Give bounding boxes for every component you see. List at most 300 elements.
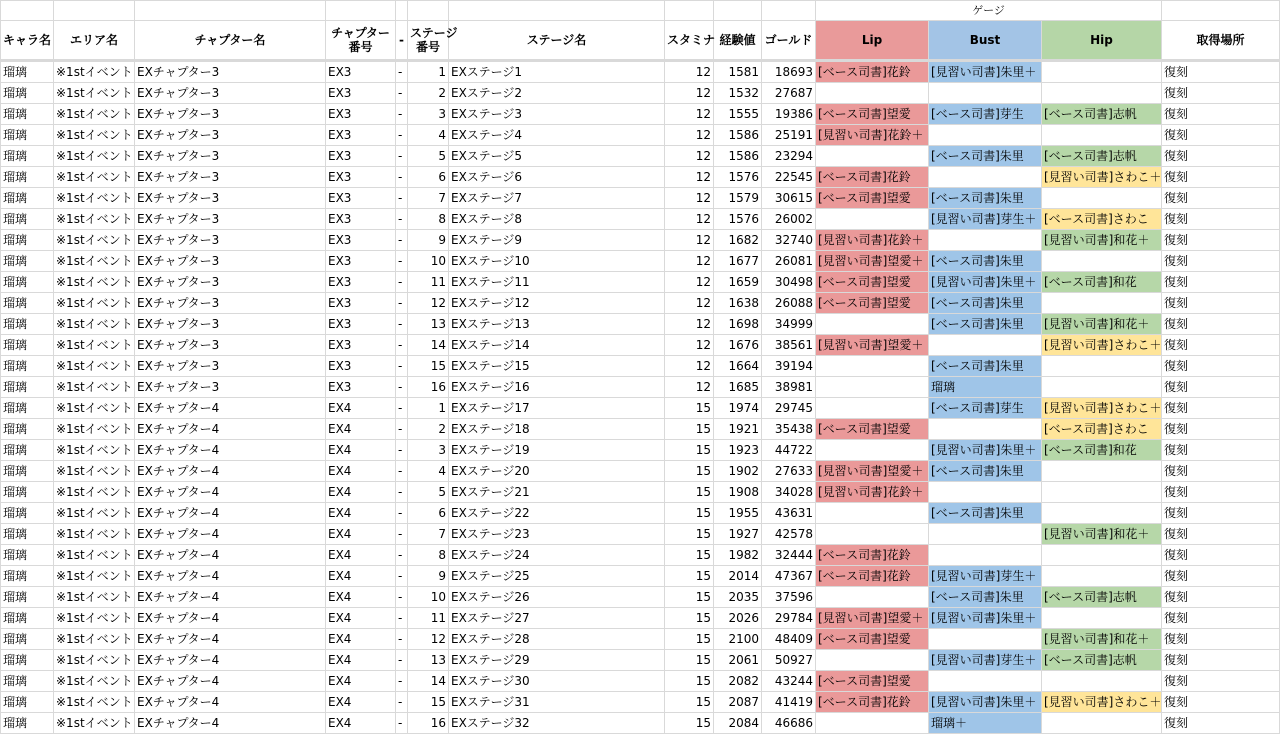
lip-cell[interactable]: [ベース司書]花鈴	[816, 545, 929, 566]
exp-cell[interactable]: 1682	[714, 230, 762, 251]
dash-cell[interactable]: -	[396, 314, 408, 335]
area-name-cell[interactable]: ※1stイベント	[54, 146, 135, 167]
gold-cell[interactable]: 44722	[762, 440, 816, 461]
lip-cell[interactable]: [ベース司書]望愛	[816, 188, 929, 209]
exp-cell[interactable]: 1677	[714, 251, 762, 272]
stamina-cell[interactable]: 15	[665, 671, 714, 692]
exp-cell[interactable]: 1555	[714, 104, 762, 125]
chapter-name-cell[interactable]: EXチャプター3	[135, 251, 326, 272]
source-cell[interactable]: 復刻	[1162, 251, 1280, 272]
hip-cell[interactable]	[1042, 356, 1162, 377]
bust-cell[interactable]: [見習い司書]朱里＋	[929, 272, 1042, 293]
bust-cell[interactable]: [ベース司書]朱里	[929, 146, 1042, 167]
lip-cell[interactable]: [ベース司書]花鈴	[816, 167, 929, 188]
bust-cell[interactable]: [ベース司書]朱里	[929, 293, 1042, 314]
stamina-cell[interactable]: 15	[665, 461, 714, 482]
exp-cell[interactable]: 1676	[714, 335, 762, 356]
exp-cell[interactable]: 1902	[714, 461, 762, 482]
chapter-name-cell[interactable]: EXチャプター3	[135, 356, 326, 377]
chapter-number-cell[interactable]: EX4	[326, 398, 396, 419]
stage-name-cell[interactable]: EXステージ15	[449, 356, 665, 377]
chapter-number-cell[interactable]: EX3	[326, 125, 396, 146]
stage-name-cell[interactable]: EXステージ8	[449, 209, 665, 230]
stage-name-cell[interactable]: EXステージ13	[449, 314, 665, 335]
stamina-cell[interactable]: 12	[665, 104, 714, 125]
source-cell[interactable]: 復刻	[1162, 272, 1280, 293]
stamina-cell[interactable]: 15	[665, 629, 714, 650]
gold-cell[interactable]: 41419	[762, 692, 816, 713]
chapter-name-cell[interactable]: EXチャプター3	[135, 83, 326, 104]
lip-cell[interactable]: [ベース司書]望愛	[816, 419, 929, 440]
dash-cell[interactable]: -	[396, 587, 408, 608]
chapter-number-cell[interactable]: EX3	[326, 314, 396, 335]
stamina-cell[interactable]: 12	[665, 314, 714, 335]
dash-cell[interactable]: -	[396, 167, 408, 188]
bust-cell[interactable]: [ベース司書]朱里	[929, 251, 1042, 272]
area-name-cell[interactable]: ※1stイベント	[54, 83, 135, 104]
chara-name-cell[interactable]: 瑠璃	[1, 61, 54, 83]
exp-cell[interactable]: 2087	[714, 692, 762, 713]
hip-cell[interactable]: [ベース司書]志帆	[1042, 650, 1162, 671]
stamina-cell[interactable]: 15	[665, 440, 714, 461]
gold-cell[interactable]: 25191	[762, 125, 816, 146]
dash-cell[interactable]: -	[396, 524, 408, 545]
bust-cell[interactable]: [見習い司書]朱里＋	[929, 608, 1042, 629]
chapter-number-cell[interactable]: EX3	[326, 251, 396, 272]
stamina-cell[interactable]: 12	[665, 335, 714, 356]
cell[interactable]	[135, 1, 326, 21]
exp-cell[interactable]: 1923	[714, 440, 762, 461]
chapter-number-cell[interactable]: EX4	[326, 482, 396, 503]
chara-name-cell[interactable]: 瑠璃	[1, 272, 54, 293]
hip-cell[interactable]: [ベース司書]志帆	[1042, 587, 1162, 608]
gauge-header[interactable]: ゲージ	[816, 1, 1162, 21]
header-chapter-number[interactable]: チャプター 番号	[326, 21, 396, 61]
gold-cell[interactable]: 29745	[762, 398, 816, 419]
stage-number-cell[interactable]: 4	[408, 125, 449, 146]
chapter-name-cell[interactable]: EXチャプター4	[135, 629, 326, 650]
stage-name-cell[interactable]: EXステージ2	[449, 83, 665, 104]
stamina-cell[interactable]: 15	[665, 503, 714, 524]
stamina-cell[interactable]: 12	[665, 293, 714, 314]
stage-number-cell[interactable]: 7	[408, 188, 449, 209]
stage-name-cell[interactable]: EXステージ14	[449, 335, 665, 356]
dash-cell[interactable]: -	[396, 671, 408, 692]
hip-cell[interactable]	[1042, 566, 1162, 587]
dash-cell[interactable]: -	[396, 293, 408, 314]
area-name-cell[interactable]: ※1stイベント	[54, 692, 135, 713]
dash-cell[interactable]: -	[396, 125, 408, 146]
gold-cell[interactable]: 30615	[762, 188, 816, 209]
bust-cell[interactable]	[929, 335, 1042, 356]
area-name-cell[interactable]: ※1stイベント	[54, 61, 135, 83]
stage-name-cell[interactable]: EXステージ7	[449, 188, 665, 209]
gold-cell[interactable]: 43244	[762, 671, 816, 692]
lip-cell[interactable]: [見習い司書]望愛＋	[816, 335, 929, 356]
dash-cell[interactable]: -	[396, 650, 408, 671]
exp-cell[interactable]: 2082	[714, 671, 762, 692]
hip-cell[interactable]	[1042, 461, 1162, 482]
source-cell[interactable]: 復刻	[1162, 230, 1280, 251]
chapter-name-cell[interactable]: EXチャプター3	[135, 293, 326, 314]
bust-cell[interactable]: [ベース司書]朱里	[929, 188, 1042, 209]
dash-cell[interactable]: -	[396, 335, 408, 356]
chara-name-cell[interactable]: 瑠璃	[1, 146, 54, 167]
source-cell[interactable]: 復刻	[1162, 188, 1280, 209]
source-cell[interactable]: 復刻	[1162, 293, 1280, 314]
chapter-number-cell[interactable]: EX3	[326, 335, 396, 356]
exp-cell[interactable]: 1532	[714, 83, 762, 104]
header-hip[interactable]: Hip	[1042, 21, 1162, 61]
bust-cell[interactable]: [ベース司書]朱里	[929, 356, 1042, 377]
area-name-cell[interactable]: ※1stイベント	[54, 587, 135, 608]
stage-number-cell[interactable]: 8	[408, 545, 449, 566]
lip-cell[interactable]	[816, 440, 929, 461]
stage-number-cell[interactable]: 4	[408, 461, 449, 482]
hip-cell[interactable]: [見習い司書]さわこ＋	[1042, 167, 1162, 188]
hip-cell[interactable]: [ベース司書]志帆	[1042, 104, 1162, 125]
dash-cell[interactable]: -	[396, 461, 408, 482]
chara-name-cell[interactable]: 瑠璃	[1, 482, 54, 503]
area-name-cell[interactable]: ※1stイベント	[54, 566, 135, 587]
area-name-cell[interactable]: ※1stイベント	[54, 230, 135, 251]
stage-number-cell[interactable]: 3	[408, 104, 449, 125]
area-name-cell[interactable]: ※1stイベント	[54, 650, 135, 671]
gold-cell[interactable]: 47367	[762, 566, 816, 587]
cell[interactable]	[408, 1, 449, 21]
hip-cell[interactable]	[1042, 503, 1162, 524]
hip-cell[interactable]: [見習い司書]さわこ＋	[1042, 335, 1162, 356]
stamina-cell[interactable]: 15	[665, 524, 714, 545]
area-name-cell[interactable]: ※1stイベント	[54, 629, 135, 650]
hip-cell[interactable]	[1042, 545, 1162, 566]
stage-number-cell[interactable]: 16	[408, 377, 449, 398]
cell[interactable]	[326, 1, 396, 21]
source-cell[interactable]: 復刻	[1162, 692, 1280, 713]
lip-cell[interactable]	[816, 587, 929, 608]
gold-cell[interactable]: 42578	[762, 524, 816, 545]
area-name-cell[interactable]: ※1stイベント	[54, 251, 135, 272]
lip-cell[interactable]	[816, 503, 929, 524]
chapter-number-cell[interactable]: EX3	[326, 167, 396, 188]
chapter-name-cell[interactable]: EXチャプター3	[135, 272, 326, 293]
hip-cell[interactable]: [見習い司書]さわこ＋	[1042, 692, 1162, 713]
chara-name-cell[interactable]: 瑠璃	[1, 629, 54, 650]
chapter-number-cell[interactable]: EX4	[326, 608, 396, 629]
hip-cell[interactable]	[1042, 125, 1162, 146]
exp-cell[interactable]: 1581	[714, 61, 762, 83]
stamina-cell[interactable]: 12	[665, 251, 714, 272]
exp-cell[interactable]: 1664	[714, 356, 762, 377]
bust-cell[interactable]	[929, 419, 1042, 440]
area-name-cell[interactable]: ※1stイベント	[54, 461, 135, 482]
chara-name-cell[interactable]: 瑠璃	[1, 587, 54, 608]
area-name-cell[interactable]: ※1stイベント	[54, 440, 135, 461]
stamina-cell[interactable]: 15	[665, 545, 714, 566]
dash-cell[interactable]: -	[396, 209, 408, 230]
header-bust[interactable]: Bust	[929, 21, 1042, 61]
stage-number-cell[interactable]: 8	[408, 209, 449, 230]
bust-cell[interactable]: [ベース司書]朱里	[929, 461, 1042, 482]
stamina-cell[interactable]: 15	[665, 692, 714, 713]
hip-cell[interactable]: [ベース司書]志帆	[1042, 146, 1162, 167]
hip-cell[interactable]	[1042, 482, 1162, 503]
exp-cell[interactable]: 2014	[714, 566, 762, 587]
area-name-cell[interactable]: ※1stイベント	[54, 524, 135, 545]
lip-cell[interactable]: [見習い司書]望愛＋	[816, 608, 929, 629]
chapter-number-cell[interactable]: EX4	[326, 524, 396, 545]
bust-cell[interactable]: [見習い司書]芽生＋	[929, 209, 1042, 230]
dash-cell[interactable]: -	[396, 566, 408, 587]
source-cell[interactable]: 復刻	[1162, 335, 1280, 356]
dash-cell[interactable]: -	[396, 482, 408, 503]
stage-name-cell[interactable]: EXステージ16	[449, 377, 665, 398]
stage-number-cell[interactable]: 5	[408, 146, 449, 167]
stage-number-cell[interactable]: 12	[408, 293, 449, 314]
cell[interactable]	[449, 1, 665, 21]
lip-cell[interactable]	[816, 83, 929, 104]
chara-name-cell[interactable]: 瑠璃	[1, 83, 54, 104]
bust-cell[interactable]: [ベース司書]朱里	[929, 587, 1042, 608]
chara-name-cell[interactable]: 瑠璃	[1, 713, 54, 734]
hip-cell[interactable]: [ベース司書]和花	[1042, 440, 1162, 461]
stage-name-cell[interactable]: EXステージ27	[449, 608, 665, 629]
hip-cell[interactable]	[1042, 608, 1162, 629]
chapter-number-cell[interactable]: EX4	[326, 629, 396, 650]
area-name-cell[interactable]: ※1stイベント	[54, 167, 135, 188]
source-cell[interactable]: 復刻	[1162, 713, 1280, 734]
chara-name-cell[interactable]: 瑠璃	[1, 293, 54, 314]
exp-cell[interactable]: 1586	[714, 146, 762, 167]
lip-cell[interactable]	[816, 650, 929, 671]
source-cell[interactable]: 復刻	[1162, 524, 1280, 545]
header-chapter-name[interactable]: チャプター名	[135, 21, 326, 61]
chapter-number-cell[interactable]: EX3	[326, 104, 396, 125]
stamina-cell[interactable]: 12	[665, 356, 714, 377]
stage-number-cell[interactable]: 15	[408, 692, 449, 713]
header-chara-name[interactable]: キャラ名	[1, 21, 54, 61]
lip-cell[interactable]	[816, 314, 929, 335]
stamina-cell[interactable]: 12	[665, 209, 714, 230]
dash-cell[interactable]: -	[396, 608, 408, 629]
chapter-number-cell[interactable]: EX4	[326, 566, 396, 587]
chara-name-cell[interactable]: 瑠璃	[1, 398, 54, 419]
lip-cell[interactable]: [見習い司書]花鈴＋	[816, 482, 929, 503]
stage-name-cell[interactable]: EXステージ26	[449, 587, 665, 608]
stage-name-cell[interactable]: EXステージ28	[449, 629, 665, 650]
dash-cell[interactable]: -	[396, 440, 408, 461]
source-cell[interactable]: 復刻	[1162, 125, 1280, 146]
gold-cell[interactable]: 34999	[762, 314, 816, 335]
stage-number-cell[interactable]: 10	[408, 587, 449, 608]
chapter-name-cell[interactable]: EXチャプター3	[135, 61, 326, 83]
gold-cell[interactable]: 29784	[762, 608, 816, 629]
chapter-name-cell[interactable]: EXチャプター3	[135, 335, 326, 356]
exp-cell[interactable]: 1908	[714, 482, 762, 503]
chara-name-cell[interactable]: 瑠璃	[1, 608, 54, 629]
gold-cell[interactable]: 30498	[762, 272, 816, 293]
lip-cell[interactable]: [ベース司書]望愛	[816, 671, 929, 692]
chapter-name-cell[interactable]: EXチャプター4	[135, 650, 326, 671]
gold-cell[interactable]: 37596	[762, 587, 816, 608]
bust-cell[interactable]	[929, 83, 1042, 104]
area-name-cell[interactable]: ※1stイベント	[54, 545, 135, 566]
chapter-name-cell[interactable]: EXチャプター3	[135, 167, 326, 188]
chapter-number-cell[interactable]: EX4	[326, 461, 396, 482]
cell[interactable]	[1, 1, 54, 21]
bust-cell[interactable]	[929, 167, 1042, 188]
chapter-name-cell[interactable]: EXチャプター4	[135, 587, 326, 608]
dash-cell[interactable]: -	[396, 713, 408, 734]
area-name-cell[interactable]: ※1stイベント	[54, 503, 135, 524]
stage-number-cell[interactable]: 2	[408, 419, 449, 440]
gold-cell[interactable]: 26088	[762, 293, 816, 314]
dash-cell[interactable]: -	[396, 230, 408, 251]
dash-cell[interactable]: -	[396, 545, 408, 566]
stage-name-cell[interactable]: EXステージ3	[449, 104, 665, 125]
stamina-cell[interactable]: 12	[665, 230, 714, 251]
chapter-name-cell[interactable]: EXチャプター3	[135, 377, 326, 398]
exp-cell[interactable]: 1974	[714, 398, 762, 419]
area-name-cell[interactable]: ※1stイベント	[54, 272, 135, 293]
exp-cell[interactable]: 1576	[714, 167, 762, 188]
gold-cell[interactable]: 32740	[762, 230, 816, 251]
stage-number-cell[interactable]: 14	[408, 335, 449, 356]
stamina-cell[interactable]: 15	[665, 398, 714, 419]
chara-name-cell[interactable]: 瑠璃	[1, 335, 54, 356]
exp-cell[interactable]: 1982	[714, 545, 762, 566]
source-cell[interactable]: 復刻	[1162, 209, 1280, 230]
cell[interactable]	[396, 1, 408, 21]
stage-name-cell[interactable]: EXステージ29	[449, 650, 665, 671]
stamina-cell[interactable]: 12	[665, 61, 714, 83]
hip-cell[interactable]	[1042, 83, 1162, 104]
chapter-number-cell[interactable]: EX3	[326, 146, 396, 167]
dash-cell[interactable]: -	[396, 692, 408, 713]
dash-cell[interactable]: -	[396, 503, 408, 524]
source-cell[interactable]: 復刻	[1162, 356, 1280, 377]
stage-number-cell[interactable]: 2	[408, 83, 449, 104]
header-stamina[interactable]: スタミナ	[665, 21, 714, 61]
chapter-name-cell[interactable]: EXチャプター4	[135, 545, 326, 566]
chara-name-cell[interactable]: 瑠璃	[1, 461, 54, 482]
exp-cell[interactable]: 2084	[714, 713, 762, 734]
stamina-cell[interactable]: 12	[665, 377, 714, 398]
gold-cell[interactable]: 39194	[762, 356, 816, 377]
header-gold[interactable]: ゴールド	[762, 21, 816, 61]
chapter-name-cell[interactable]: EXチャプター3	[135, 314, 326, 335]
gold-cell[interactable]: 38561	[762, 335, 816, 356]
bust-cell[interactable]	[929, 482, 1042, 503]
stage-name-cell[interactable]: EXステージ32	[449, 713, 665, 734]
dash-cell[interactable]: -	[396, 188, 408, 209]
lip-cell[interactable]	[816, 524, 929, 545]
dash-cell[interactable]: -	[396, 104, 408, 125]
stage-name-cell[interactable]: EXステージ11	[449, 272, 665, 293]
source-cell[interactable]: 復刻	[1162, 146, 1280, 167]
chara-name-cell[interactable]: 瑠璃	[1, 377, 54, 398]
header-area-name[interactable]: エリア名	[54, 21, 135, 61]
lip-cell[interactable]: [見習い司書]花鈴＋	[816, 125, 929, 146]
chapter-number-cell[interactable]: EX4	[326, 419, 396, 440]
dash-cell[interactable]: -	[396, 272, 408, 293]
source-cell[interactable]: 復刻	[1162, 61, 1280, 83]
stage-number-cell[interactable]: 11	[408, 272, 449, 293]
chara-name-cell[interactable]: 瑠璃	[1, 104, 54, 125]
gold-cell[interactable]: 50927	[762, 650, 816, 671]
stage-number-cell[interactable]: 5	[408, 482, 449, 503]
source-cell[interactable]: 復刻	[1162, 461, 1280, 482]
hip-cell[interactable]: [ベース司書]和花	[1042, 272, 1162, 293]
chapter-number-cell[interactable]: EX3	[326, 377, 396, 398]
gold-cell[interactable]: 34028	[762, 482, 816, 503]
gold-cell[interactable]: 38981	[762, 377, 816, 398]
chapter-number-cell[interactable]: EX3	[326, 272, 396, 293]
bust-cell[interactable]: [見習い司書]朱里＋	[929, 692, 1042, 713]
hip-cell[interactable]: [見習い司書]和花＋	[1042, 314, 1162, 335]
stage-number-cell[interactable]: 11	[408, 608, 449, 629]
bust-cell[interactable]: [見習い司書]朱里＋	[929, 440, 1042, 461]
source-cell[interactable]: 復刻	[1162, 545, 1280, 566]
stage-name-cell[interactable]: EXステージ1	[449, 61, 665, 83]
exp-cell[interactable]: 2100	[714, 629, 762, 650]
chapter-name-cell[interactable]: EXチャプター4	[135, 461, 326, 482]
bust-cell[interactable]: [ベース司書]朱里	[929, 314, 1042, 335]
chara-name-cell[interactable]: 瑠璃	[1, 671, 54, 692]
stage-name-cell[interactable]: EXステージ19	[449, 440, 665, 461]
hip-cell[interactable]	[1042, 188, 1162, 209]
stamina-cell[interactable]: 15	[665, 566, 714, 587]
chapter-name-cell[interactable]: EXチャプター4	[135, 482, 326, 503]
lip-cell[interactable]: [見習い司書]花鈴＋	[816, 230, 929, 251]
stage-name-cell[interactable]: EXステージ6	[449, 167, 665, 188]
chara-name-cell[interactable]: 瑠璃	[1, 314, 54, 335]
stage-number-cell[interactable]: 10	[408, 251, 449, 272]
area-name-cell[interactable]: ※1stイベント	[54, 314, 135, 335]
stage-name-cell[interactable]: EXステージ24	[449, 545, 665, 566]
source-cell[interactable]: 復刻	[1162, 503, 1280, 524]
hip-cell[interactable]: [見習い司書]和花＋	[1042, 524, 1162, 545]
hip-cell[interactable]	[1042, 713, 1162, 734]
dash-cell[interactable]: -	[396, 629, 408, 650]
chapter-name-cell[interactable]: EXチャプター4	[135, 503, 326, 524]
bust-cell[interactable]: [見習い司書]朱里＋	[929, 61, 1042, 83]
chara-name-cell[interactable]: 瑠璃	[1, 188, 54, 209]
bust-cell[interactable]: [見習い司書]芽生＋	[929, 566, 1042, 587]
dash-cell[interactable]: -	[396, 251, 408, 272]
header-lip[interactable]: Lip	[816, 21, 929, 61]
hip-cell[interactable]: [ベース司書]さわこ	[1042, 209, 1162, 230]
lip-cell[interactable]: [見習い司書]望愛＋	[816, 461, 929, 482]
bust-cell[interactable]	[929, 545, 1042, 566]
stage-name-cell[interactable]: EXステージ20	[449, 461, 665, 482]
area-name-cell[interactable]: ※1stイベント	[54, 398, 135, 419]
dash-cell[interactable]: -	[396, 146, 408, 167]
bust-cell[interactable]	[929, 671, 1042, 692]
header-exp[interactable]: 経験値	[714, 21, 762, 61]
source-cell[interactable]: 復刻	[1162, 608, 1280, 629]
lip-cell[interactable]: [ベース司書]望愛	[816, 104, 929, 125]
chapter-name-cell[interactable]: EXチャプター4	[135, 692, 326, 713]
chapter-number-cell[interactable]: EX4	[326, 671, 396, 692]
hip-cell[interactable]: [ベース司書]さわこ	[1042, 419, 1162, 440]
stamina-cell[interactable]: 15	[665, 482, 714, 503]
chapter-name-cell[interactable]: EXチャプター3	[135, 104, 326, 125]
bust-cell[interactable]: 瑠璃	[929, 377, 1042, 398]
area-name-cell[interactable]: ※1stイベント	[54, 209, 135, 230]
chapter-number-cell[interactable]: EX4	[326, 587, 396, 608]
dash-cell[interactable]: -	[396, 356, 408, 377]
